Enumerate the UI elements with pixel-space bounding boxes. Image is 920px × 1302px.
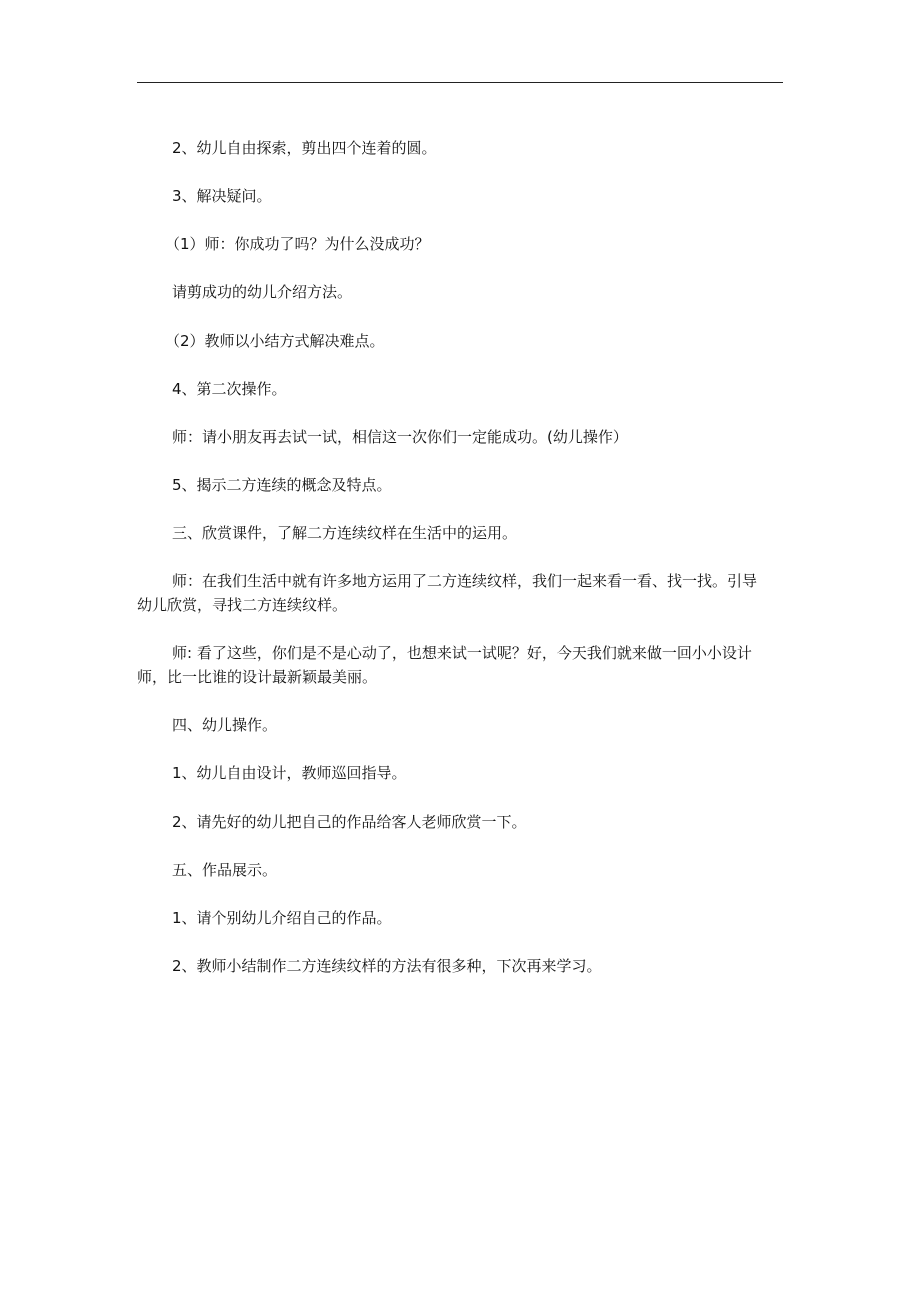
paragraph: （2）教师以小结方式解决难点。 (165, 332, 385, 350)
paragraph: 3、解决疑问。 (172, 187, 272, 205)
paragraph: 1、幼儿自由设计，教师巡回指导。 (172, 764, 407, 782)
paragraph: 师：请小朋友再去试一试，相信这一次你们一定能成功。(幼儿操作） (172, 428, 628, 446)
paragraph: （1）师：你成功了吗？为什么没成功？ (165, 235, 430, 253)
paragraph: 2、教师小结制作二方连续纹样的方法有很多种，下次再来学习。 (172, 957, 602, 975)
paragraph: 5、揭示二方连续的概念及特点。 (172, 476, 392, 494)
paragraph: 师：在我们生活中就有许多地方运用了二方连续纹样，我们一起来看一看、找一找。引导幼儿欣赏，寻找二方连续纹样。 (137, 572, 758, 614)
paragraph: 1、请个别幼儿介绍自己的作品。 (172, 909, 392, 927)
section-heading: 四、幼儿操作。 (172, 716, 278, 734)
paragraph: 4、第二次操作。 (172, 380, 287, 398)
paragraph: 2、幼儿自由探索，剪出四个连着的圆。 (172, 139, 437, 157)
section-heading: 五、作品展示。 (172, 861, 278, 879)
paragraph: 请剪成功的幼儿介绍方法。 (172, 283, 353, 301)
paragraph: 2、请先好的幼儿把自己的作品给客人老师欣赏一下。 (172, 813, 527, 831)
header-rule (137, 82, 783, 83)
section-heading: 三、欣赏课件，了解二方连续纹样在生活中的运用。 (172, 524, 518, 542)
paragraph: 师: 看了这些，你们是不是心动了，也想来试一试呢？好，今天我们就来做一回小小设计师，比一比谁的设计最新颖最美丽。 (137, 644, 752, 686)
